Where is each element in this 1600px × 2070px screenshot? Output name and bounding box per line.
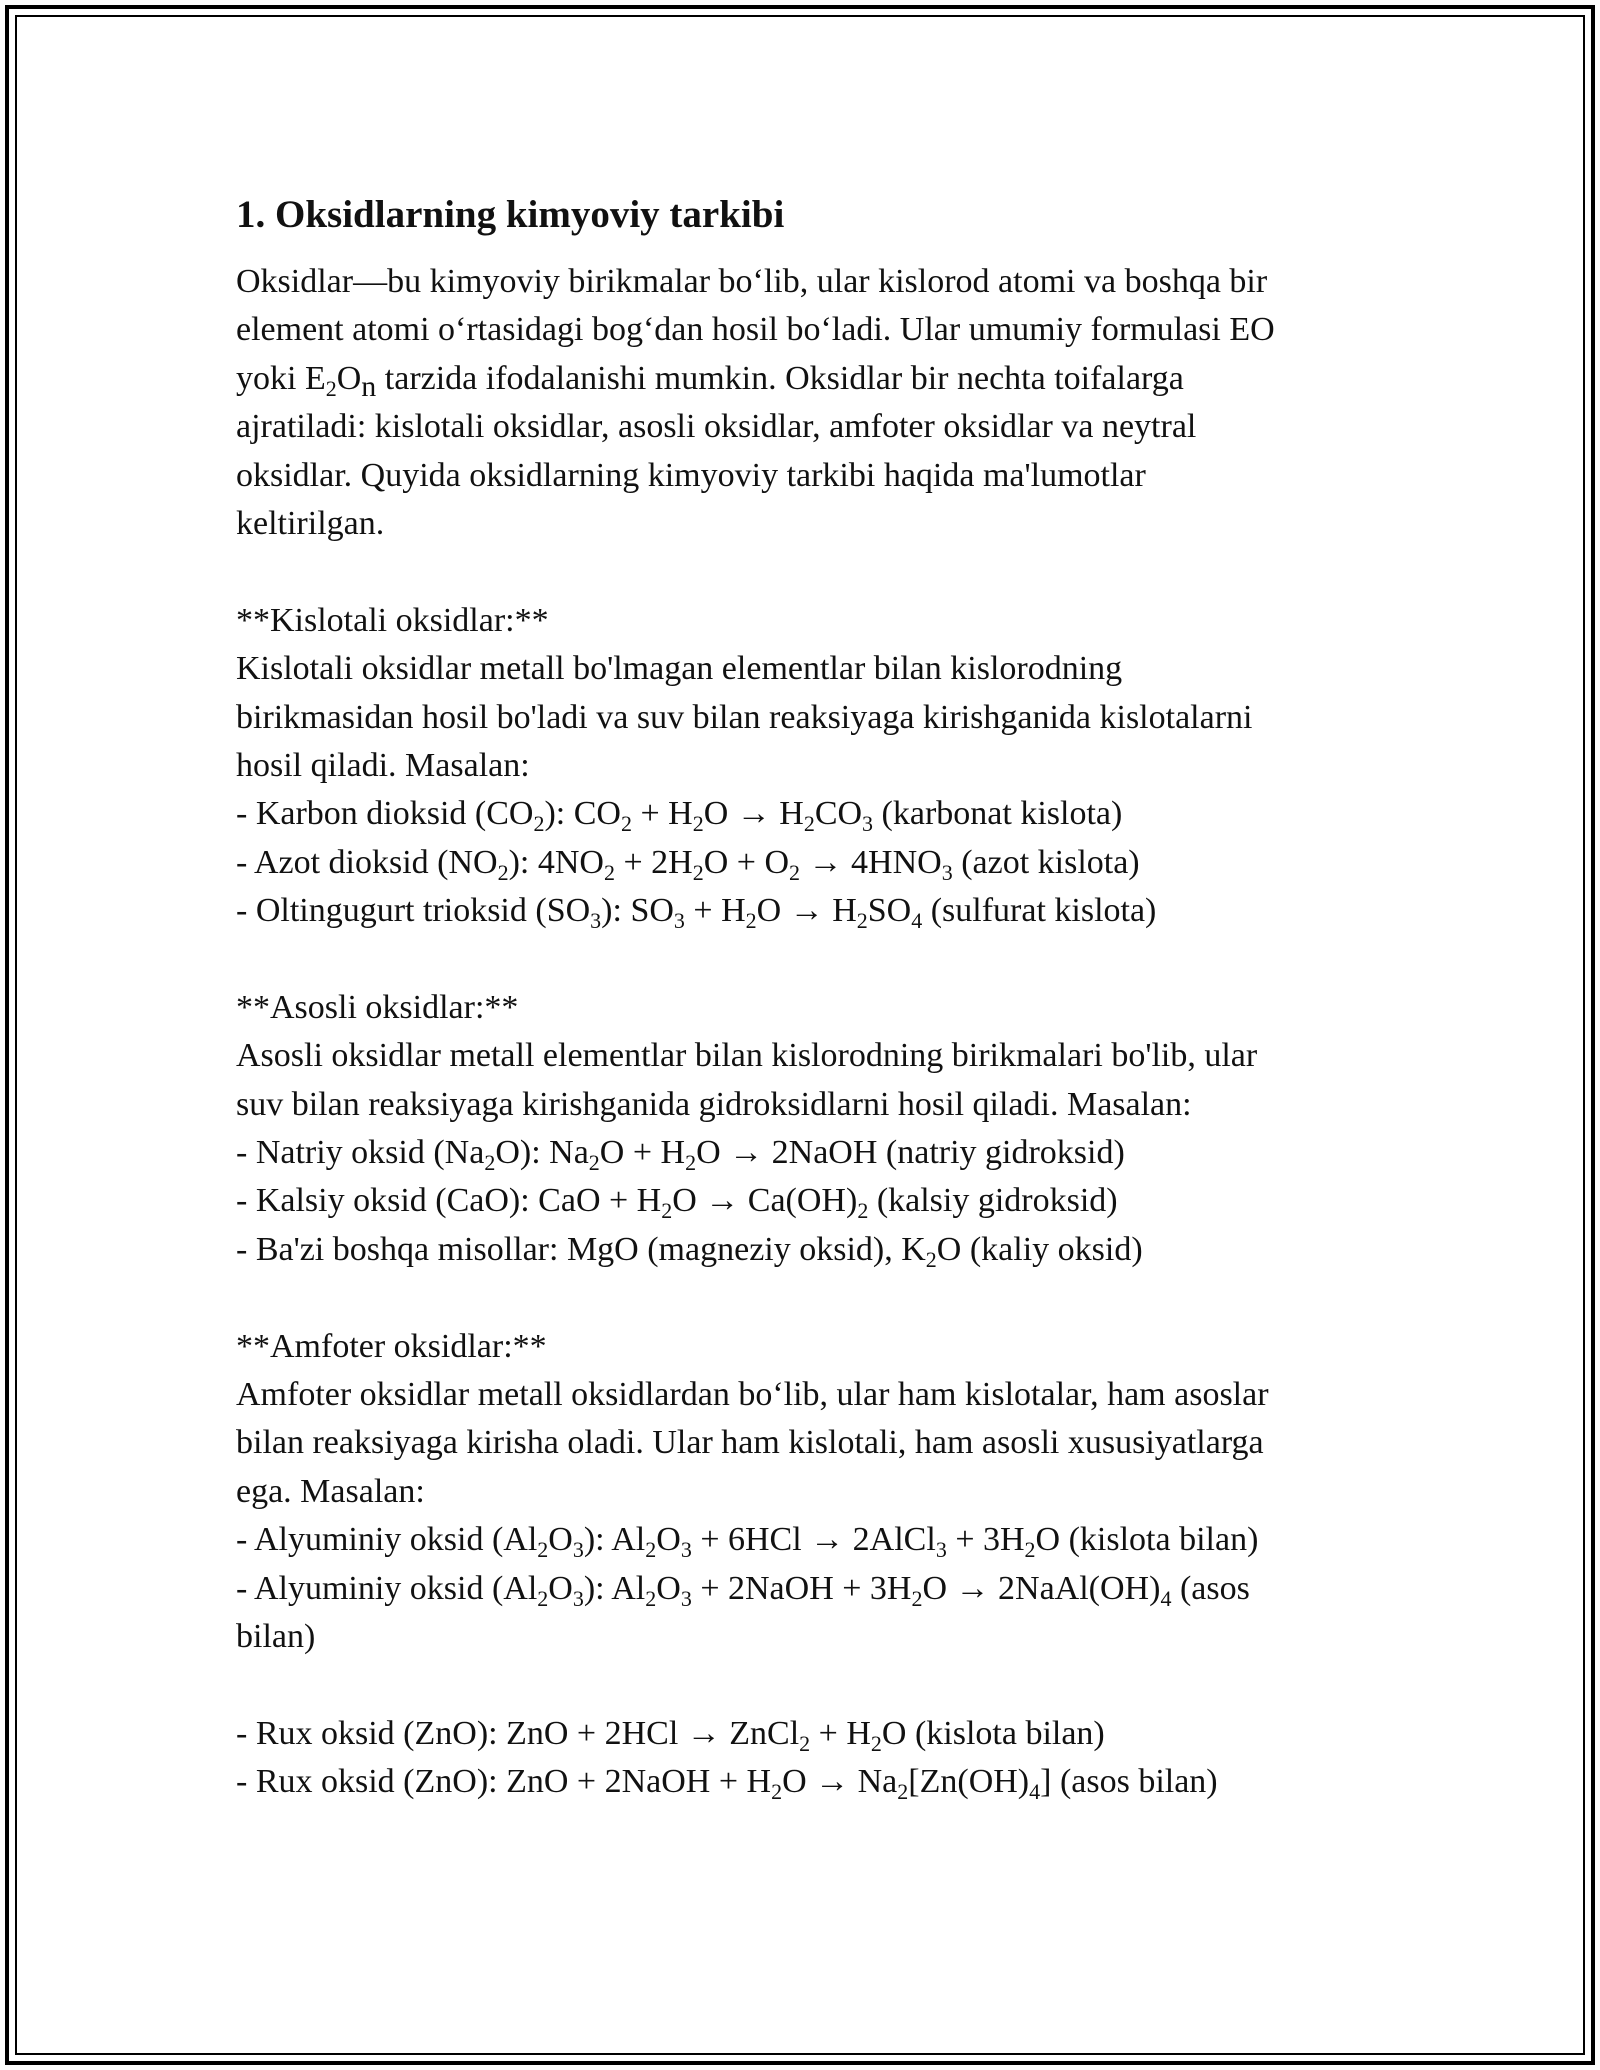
blank-line xyxy=(236,548,1376,596)
example-line: - Kalsiy oksid (CaO): CaO + $H_2O \to Ca(OH)_2$ (kalsiy gidroksid) xyxy=(236,1182,1118,1224)
intro-paragraph xyxy=(236,258,1376,548)
blank-line xyxy=(236,1661,1376,1709)
text-line: yoki $E_2O_n$ tarzida ifodalanishi mumkin. Oksidlar bir nechta toifalarga xyxy=(236,359,1184,403)
text-line: Amfoter oksidlar metall oksidlardan bo‘lib, ular ham kislotalar, ham asoslar xyxy=(236,1375,1269,1413)
text-line: bilan reaksiyaga kirisha oladi. Ular ham kislotali, ham asosli xususiyatlarga xyxy=(236,1424,1264,1462)
text-line: Oksidlar—bu kimyoviy birikmalar bo‘lib, ular kislorod atomi va boshqa bir xyxy=(236,263,1268,300)
amphoteric-oxides-title: **Amfoter oksidlar:** xyxy=(236,1327,547,1365)
example-line: - Rux oksid (ZnO): ZnO + 2NaOH + $H_2O \to Na_2[Zn(OH)_4]$ (asos bilan) xyxy=(236,1763,1218,1805)
text-line: keltirilgan. xyxy=(236,504,385,542)
example-line: - Alyuminiy oksid $(Al_2O_3)$: $Al_2O_3 + 6HCl$ → 2AlCl$_3$ + $3H_2O$ (kislota bilan) xyxy=(236,1521,1259,1563)
acidic-oxides-section xyxy=(236,597,1376,936)
basic-oxides-section xyxy=(236,984,1376,1274)
document-body xyxy=(236,186,1376,1807)
example-line: - Karbon dioksid $(CO_2)$: $CO_2 + H_2O \to H_2CO_3$ (karbonat kislota) xyxy=(236,795,1123,837)
acidic-oxides-title: **Kislotali oksidlar:** xyxy=(236,601,549,639)
example-line: - Natriy oksid $(Na_2O)$: $Na_2O + H_2O$ → 2NaOH (natriy gidroksid) xyxy=(236,1134,1125,1176)
section-heading: 1. Oksidlarning kimyoviy tarkibi xyxy=(236,193,785,236)
example-line: - Oltingugurt trioksid $(SO_3)$: $SO_3 + H_2O \to H_2SO_4$ (sulfurat kislota) xyxy=(236,892,1157,934)
text-line: suv bilan reaksiyaga kirishganida gidroksidlarni hosil qiladi. Masalan: xyxy=(236,1085,1192,1123)
example-line: - Ba'zi boshqa misollar: MgO (magneziy oksid), $K_2O$ (kaliy oksid) xyxy=(236,1230,1143,1272)
text-line: element atomi o‘rtasidagi bog‘dan hosil bo‘ladi. Ular umumiy formulasi EO xyxy=(236,311,1275,349)
text-line: Kislotali oksidlar metall bo'lmagan elementlar bilan kislorodning xyxy=(236,650,1123,688)
example-line: bilan) xyxy=(236,1617,316,1655)
text-line: ega. Masalan: xyxy=(236,1472,425,1510)
blank-line xyxy=(236,935,1376,983)
basic-oxides-title: **Asosli oksidlar:** xyxy=(236,988,519,1026)
text-line: oksidlar. Quyida oksidlarning kimyoviy tarkibi haqida ma'lumotlar xyxy=(236,456,1146,494)
text-line: hosil qiladi. Masalan: xyxy=(236,746,530,784)
example-line: - Rux oksid (ZnO): ZnO + 2HCl → ZnCl$_2$ + $H_2O$ (kislota bilan) xyxy=(236,1714,1105,1756)
text-line: ajratiladi: kislotali oksidlar, asosli oksidlar, amfoter oksidlar va neytral xyxy=(236,408,1197,446)
text-line: birikmasidan hosil bo'ladi va suv bilan reaksiyaga kirishganida kislotalarni xyxy=(236,698,1253,736)
example-line: - Azot dioksid $(NO_2)$: $4NO_2 + 2H_2O + O_2 \to 4HNO_3$ (azot kislota) xyxy=(236,843,1140,885)
amphoteric-oxides-section xyxy=(236,1323,1376,1807)
blank-line xyxy=(236,1274,1376,1322)
text-line: Asosli oksidlar metall elementlar bilan kislorodning birikmalari bo'lib, ular xyxy=(236,1037,1258,1075)
example-line: - Alyuminiy oksid $(Al_2O_3)$: $Al_2O_3$ + 2NaOH + $3H_2O$ → $2NaAl(OH)_4$ (asos xyxy=(236,1569,1250,1611)
